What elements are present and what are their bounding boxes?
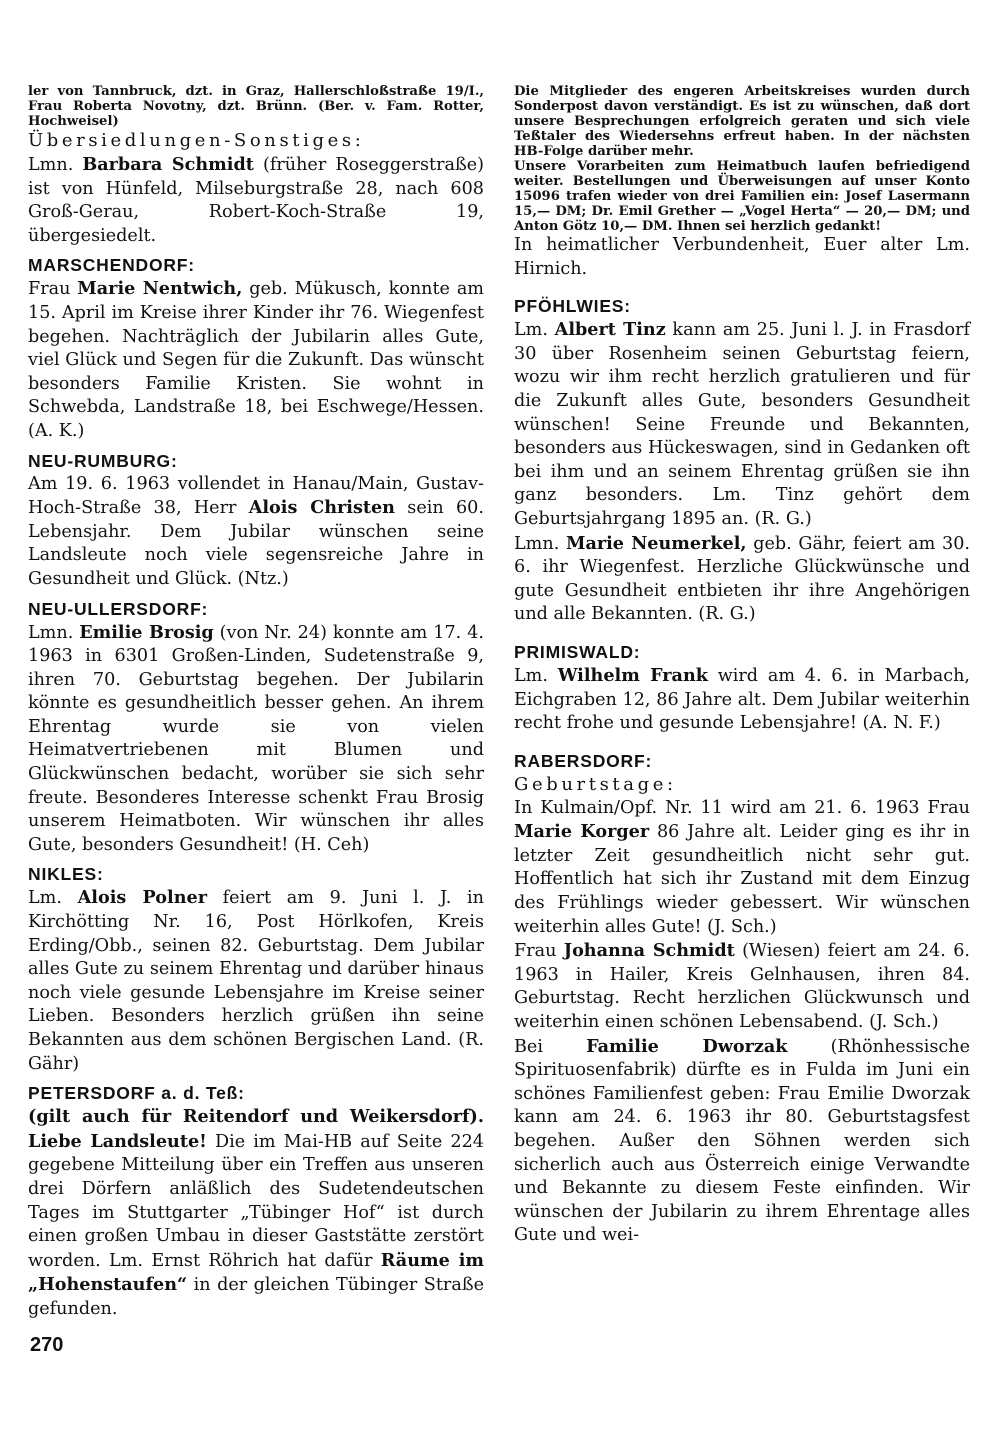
paragraph-rabersdorf-2: Frau Johanna Schmidt (Wiesen) feiert am 24. 6. 1963 in Hailer, Kreis Gelnhausen, ihren 84. Geburtstag. Recht herzlichen Glückwunsch und weiterhin einen schönen Lebensabend. (J. Sch.) [514,940,970,1033]
intro-paragraph-2: Unsere Vorarbeiten zum Heimatbuch laufen befriedigend weiter. Bestellungen und Überweisungen auf unser Konto 15096 trafen wieder von drei Familien ein: Josef Lasermann 15,— DM; Dr. Emil Grether — „Vogel Herta“ — 20,— DM; und Anton Götz 10,— DM. Ihnen sei herzlich gedankt! [514,159,970,234]
heading-petersdorf: PETERSDORF a. d. Teß: [28,1083,245,1104]
paragraph-rabersdorf-1: In Kulmain/Opf. Nr. 11 wird am 21. 6. 1963 Frau Marie Korger 86 Jahre alt. Leider ging es ihr in letzter Zeit gesundheitlich nicht sehr gut. Hoffentlich hat sich ihr Zustand mit dem Einzug des Frühlings wieder gebessert. Wir wünschen weiterhin alles Gute! (J. Sch.) [514,797,970,937]
heading-neu-rumburg: NEU-RUMBURG: [28,450,178,471]
paragraph-rabersdorf-3: Bei Familie Dworzak (Rhönhessische Spirituosenfabrik) dürfte es in Fulda im Juni ein schönes Familienfest geben: Frau Emilie Dworzak kann am 24. 6. 1963 ihr 80. Geburtstagsfest begehen. Außer den Söhnen werden sich sicherlich auch aus Österreich einige Verwandte und Bekannte zu diesem Feste einfinden. Wir wünschen der Jubilarin zu ihrem Ehrentage alles Gute und wei- [514,1035,971,1246]
intro-paragraph: ler von Tannbruck, dzt. in Graz, Hallerschloßstraße 19/I., Frau Roberta Novotny, dzt. Brünn. (Ber. v. Fam. Rotter, Hochweisel) [28,84,484,129]
page-number: 270 [30,1334,64,1356]
heading-nikles: NIKLES: [28,864,104,885]
heading-rabersdorf: RABERSDORF: [514,750,653,771]
paragraph-petersdorf: (gilt auch für Reitendorf und Weikersdorf). Liebe Landsleute! Die im Mai-HB auf Seite 224 gegebene Mitteilung über ein Treffen aus unseren drei Dörfern anläßlich des Sudetendeutschen Tages im Stuttgarter „Tübinger Hof“ ist durch einen großen Umbau in dieser Gaststätte zerstört worden. Lm. Ernst Röhrich hat dafür Räume im „Hohenstaufen“ in der gleichen Tübinger Straße gefunden. [28,1106,485,1319]
paragraph-neu-rumburg: Am 19. 6. 1963 vollendet in Hanau/Main, Gustav-Hoch-Straße 38, Herr Alois Christen sein 60. Lebensjahr. Dem Jubilar wünschen seine Landsleute noch viele segensreiche Jahre in Gesundheit und Glück. (Ntz.) [28,473,484,589]
paragraph-pfoehlwies-1: Lm. Albert Tinz kann am 25. Juni l. J. in Frasdorf 30 über Rosenheim seinen Geburtstag feiern, wozu wir ihm recht herzlich gratulieren und für die Zukunft alles Gute, besonders Gesundheit wünschen! Seine Freunde und Bekannten, besonders aus Hückeswagen, sind in Gedanken oft bei ihm und an seinem Ehrentag grüßen sie ihn ganz besonders. Lm. Tinz gehört dem Geburtsjahrgang 1895 an. (R. G.) [514,319,970,529]
paragraph-neu-ullersdorf: Lmn. Emilie Brosig (von Nr. 24) konnte am 17. 4. 1963 in 6301 Großen-Linden, Sudetenstraße 9, ihren 70. Geburtstag begehen. Der Jubilarin könnte es gesundheitlich besser gehen. An ihrem Ehrentag wurde sie von vielen Heimatvertriebenen mit Blumen und Glückwünschen bedacht, worüber sie sich sehr freute. Besonderes Interesse schenkt Frau Brosig unserem Heimatboten. Wir wünschen ihr alles Gute, besonders Gesundheit! (H. Ceh) [28,621,484,855]
paragraph-primiswald: Lm. Wilhelm Frank wird am 4. 6. in Marbach, Eichgraben 12, 86 Jahre alt. Dem Jubilar weiterhin recht frohe und gesunde Lebensjahre! (A. N. F.) [514,664,970,734]
heading-neu-ullersdorf: NEU-ULLERSDORF: [28,598,209,619]
paragraph-marschendorf: Frau Marie Nentwich, geb. Mükusch, konnte am 15. April im Kreise ihrer Kinder ihr 76. Wiegenfest begehen. Nachträglich der Jubilarin alles Gute, viel Glück und Segen für die Zukunft. Das wünscht besonders Familie Kristen. Sie wohnt in Schwebda, Landstraße 18, bei Eschwege/Hessen. (A. K.) [28,278,484,441]
section-heading-uebersiedlungen: Übersiedlungen-Sonstiges: [28,130,365,151]
paragraph-pfoehlwies-2: Lmn. Marie Neumerkel, geb. Gähr, feiert am 30. 6. ihr Wiegenfest. Herzliche Glückwünsche und gute Gesundheit entbieten ihr ihre Angehörigen und alle Bekannten. (R. G.) [514,532,970,625]
intro-paragraph-1: Die Mitglieder des engeren Arbeitskreises wurden durch Sonderpost davon verständigt. Es ist zu wünschen, daß dort unsere Besprechungen erfolgreich geraten und sich viele Teßtaler des Wiedersehns erfreut haben. In der nächsten HB-Folge darüber mehr. [514,84,970,159]
intro-paragraph-3: In heimatlicher Verbundenheit, Euer alter Lm. Hirnich. [514,235,970,279]
heading-pfoehlwies: PFÖHLWIES: [514,296,631,317]
paragraph-nikles: Lm. Alois Polner feiert am 9. Juni l. J. in Kirchötting Nr. 16, Post Hörlkofen, Kreis Erding/Obb., seinen 82. Geburtstag. Dem Jubilar alles Gute zu seinem Ehrentag und darüber hinaus noch viele gesunde Lebensjahre im Kreise seiner Lieben. Besonders herzlich grüßen ihn seine Bekannten aus dem schönen Bergischen Land. (R. Gähr) [28,887,484,1074]
heading-primiswald: PRIMISWALD: [514,641,641,662]
heading-marschendorf: MARSCHENDORF: [28,255,195,276]
paragraph-uebersiedlung: Lmn. Barbara Schmidt (früher Roseggerstraße) ist von Hünfeld, Milseburgstraße 28, nach 608 Groß-Gerau, Robert-Koch-Straße 19, übergesiedelt. [28,154,484,246]
right-column [514,84,970,1248]
subheading-geburtstage: Geburtstage: [514,773,677,795]
left-column [28,84,484,1322]
